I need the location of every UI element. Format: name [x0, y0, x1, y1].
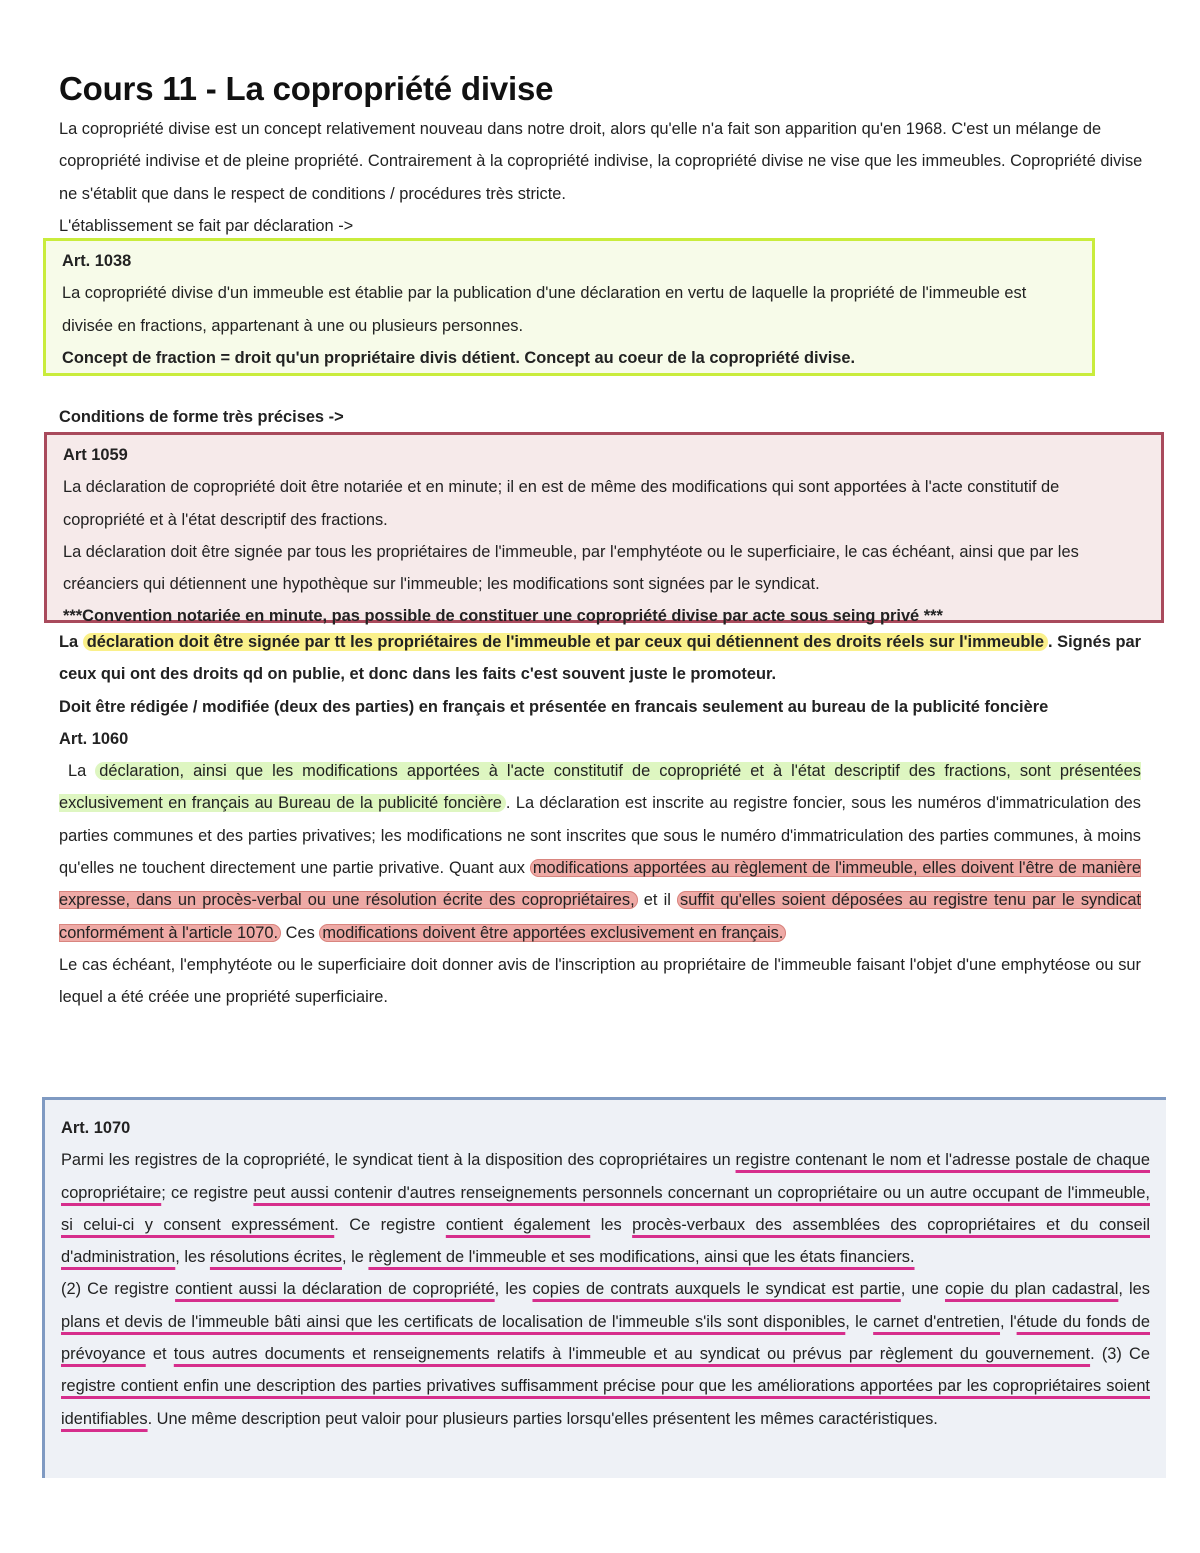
- text-run: , les: [175, 1248, 210, 1267]
- article-1038-box: [43, 238, 1095, 376]
- text-run: . (3) Ce: [1090, 1345, 1150, 1364]
- underlined-text: carnet d'entretien: [873, 1312, 1001, 1331]
- underlined-text: registre contenant le nom et l'adresse postale de chaque copropriétaire: [61, 1151, 1150, 1202]
- text-run: , l': [1000, 1312, 1017, 1331]
- article-1060-heading: Art. 1060: [59, 729, 129, 748]
- signature-highlight: déclaration doit être signée par tt les propriétaires de l'immeuble et par ceux qui détiennent des droits réels sur l'immeuble: [83, 633, 1048, 651]
- underlined-text: contient également: [445, 1215, 591, 1234]
- text-run: , les: [1118, 1280, 1150, 1299]
- conditions-section: [59, 401, 1141, 433]
- article-1060-last: Le cas échéant, l'emphytéote ou le superficiaire doit donner avis de l'inscription au propriétaire de l'immeuble faisant l'objet d'une emphytéose ou sur lequel a été créée une propriété superficiaire.: [59, 955, 1141, 1007]
- conditions-heading: Conditions de forme très précises ->: [59, 408, 344, 426]
- underlined-text: étude du fonds de prévoyance: [61, 1312, 1150, 1364]
- text-run: et: [145, 1345, 174, 1364]
- article-1059-heading: Art 1059: [63, 446, 128, 464]
- article-1060-and: et il: [637, 891, 678, 910]
- article-1038-text: La copropriété divise d'un immeuble est établie par la publication d'une déclaration en vertu de laquelle la propriété de l'immeuble est divisée en fractions, appartenant à une ou plusieurs personnes.: [62, 284, 1027, 335]
- text-run: , le: [342, 1248, 369, 1267]
- text-run: ; ce registre: [161, 1183, 254, 1202]
- notes-section: [59, 626, 1141, 1014]
- red-highlight-1: modifications apportées au règlement de l'immeuble, elles doivent l'être de manière expresse, dans un procès-verbal ou une résolution écrite des copropriétaires,: [59, 859, 1141, 910]
- text-run: , le: [845, 1312, 874, 1331]
- intro-section: [59, 113, 1149, 242]
- article-1038-heading: Art. 1038: [62, 252, 132, 270]
- article-1060-text: [59, 755, 1141, 949]
- underlined-text: procès-verbaux des assemblées des copropriétaires et du conseil d'administration: [61, 1215, 1150, 1267]
- red-highlight-3: modifications doivent être apportées exclusivement en français.: [319, 924, 786, 942]
- underlined-text: règlement de l'immeuble et ses modifications, ainsi que les états financiers.: [368, 1248, 915, 1267]
- underlined-text: registre contient enfin une description des parties privatives suffisamment précise pour que les améliorations apportées par les copropriétaires soient identifiables: [61, 1377, 1150, 1428]
- intro-lead-in: L'établissement se fait par déclaration ->: [59, 216, 354, 235]
- page-title: Cours 11 - La copropriété divise: [59, 70, 554, 107]
- signature-note-rest: . Signés par ceux qui ont des droits qd on publie, et donc dans les faits c'est souvent juste le promoteur.: [59, 633, 1142, 684]
- article-1070-para-2: [61, 1273, 1150, 1434]
- text-run: Parmi les registres de la copropriété, le syndicat tient à la disposition des copropriétaires un: [61, 1151, 736, 1170]
- article-1038-note: Concept de fraction = droit qu'un propriétaire divis détient. Concept au coeur de la copropriété divise.: [62, 348, 856, 367]
- signature-note-lead: La: [59, 633, 83, 651]
- article-1070-heading: Art. 1070: [61, 1119, 131, 1137]
- article-1070-content: [61, 1104, 1150, 1435]
- intro-paragraph: La copropriété divise est un concept relativement nouveau dans notre droit, alors qu'elle n'a fait son apparition qu'en 1968. C'est un mélange de copropriété indivise et de pleine propriété. Contrairement à la copropriété indivise, la copropriété divise ne vise que les immeubles. Copropriété divise ne s'établit que dans le respect de conditions / procédures très stricte.: [59, 120, 1143, 203]
- french-note: Doit être rédigée / modifiée (deux des parties) en français et présentée en francais seulement au bureau de la publicité foncière: [59, 697, 1049, 716]
- text-run: . Une même description peut valoir pour plusieurs parties lorsqu'elles présentent les mêmes caractéristiques.: [147, 1409, 938, 1428]
- article-1059-text-2: La déclaration doit être signée par tous les propriétaires de l'immeuble, par l'emphytéote ou le superficiaire, le cas échéant, ainsi que par les créanciers qui détiennent une hypothèque sur l'immeuble; les modifications sont signées par le syndicat.: [63, 542, 1079, 594]
- article-1060-ces: Ces: [281, 923, 320, 942]
- underlined-text: résolutions écrites: [209, 1248, 342, 1267]
- underlined-text: tous autres documents et renseignements relatifs à l'immeuble et au syndicat ou prévus par règlement du gouvernement: [173, 1345, 1091, 1364]
- underlined-text: peut aussi contenir d'autres renseignements personnels concernant un copropriétaire ou un autre occupant de l'immeuble, si celui-ci y consent expressément: [61, 1183, 1150, 1234]
- article-1059-note: ***Convention notariée en minute, pas possible de constituer une copropriété divise par acte sous seing privé ***: [63, 607, 943, 626]
- underlined-text: copie du plan cadastral: [944, 1280, 1119, 1299]
- green-highlight: déclaration, ainsi que les modifications apportées à l'acte constitutif de copropriété et à l'état descriptif des fractions, sont présentées exclusivement en français au Bureau de la publicité foncière: [59, 762, 1141, 813]
- underlined-text: plans et devis de l'immeuble bâti ainsi que les certificats de localisation de l'immeuble s'ils sont disponibles: [61, 1312, 846, 1331]
- underlined-text: copies de contrats auxquels le syndicat est partie: [532, 1280, 901, 1299]
- article-1070-box: [42, 1097, 1166, 1487]
- text-run: , les: [494, 1280, 533, 1299]
- red-highlight-2: suffit qu'elles soient déposées au registre tenu par le syndicat conformément à l'article 1070.: [59, 891, 1141, 942]
- article-1070-para-1: [61, 1144, 1150, 1273]
- text-run: . Ce registre: [334, 1215, 446, 1234]
- signature-note: [59, 626, 1141, 691]
- text-run: , une: [900, 1280, 945, 1299]
- text-run: les: [590, 1215, 633, 1234]
- article-1059-text-1: La déclaration de copropriété doit être notariée et en minute; il en est de même des modifications qui sont apportées à l'acte constitutif de copropriété et à l'état descriptif des fractions.: [63, 478, 1060, 529]
- text-run: (2) Ce registre: [61, 1280, 176, 1299]
- article-1060-mid: . La déclaration est inscrite au registre foncier, sous les numéros d'immatriculation des parties communes et des parties privatives; les modifications ne sont inscrites que sous le numéro d'immatriculation des parties communes, à moins qu'elles ne touchent directement une partie privative. Quant aux: [59, 794, 1141, 878]
- article-1060-lead: La: [68, 762, 96, 781]
- article-1059-box: [44, 432, 1164, 626]
- underlined-text: contient aussi la déclaration de copropriété: [175, 1280, 495, 1299]
- page-cutoff: [0, 1478, 1200, 1553]
